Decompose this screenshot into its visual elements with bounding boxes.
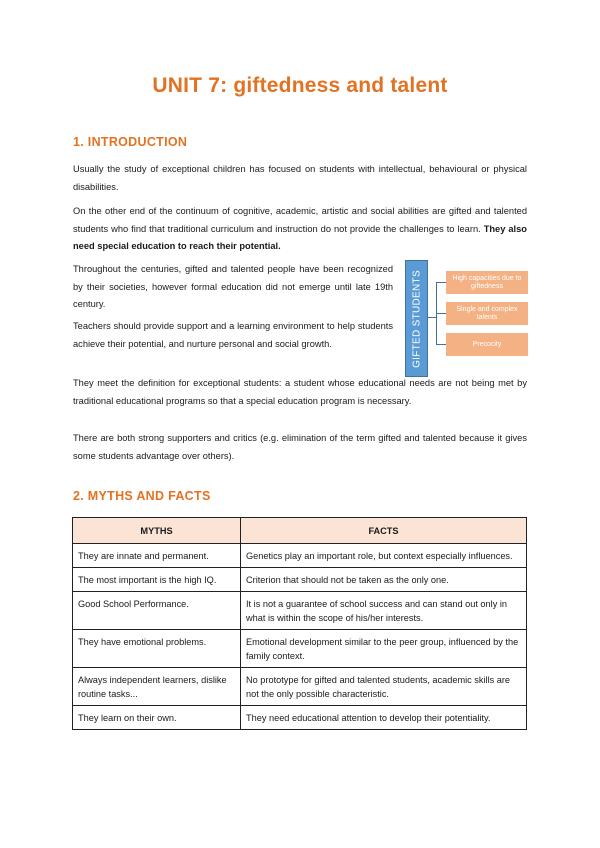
section-heading-introduction: 1. INTRODUCTION xyxy=(73,135,188,149)
myths-facts-table xyxy=(72,517,527,730)
diagram-root-bar xyxy=(405,260,428,377)
fact-cell: Emotional development similar to the peer group, influenced by the family context. xyxy=(241,630,527,668)
paragraph-2-text: On the other end of the continuum of cognitive, academic, artistic and social abilities are gifted and talented students who find that traditional curriculum and instruction do not provide the challenges to learn. xyxy=(73,206,527,234)
fact-cell: Criterion that should not be taken as the only one. xyxy=(241,568,527,592)
table-row xyxy=(73,592,527,630)
fact-cell: Genetics play an important role, but context especially influences. xyxy=(241,544,527,568)
table-row xyxy=(73,544,527,568)
diagram-item-1: High capacities due to giftedness xyxy=(446,271,528,294)
myth-cell: Good School Performance. xyxy=(73,592,241,630)
fact-cell: They need educational attention to develop their potentiality. xyxy=(241,706,527,730)
paragraph-6: There are both strong supporters and critics (e.g. elimination of the term gifted and talented because it gives some students advantage over others). xyxy=(73,433,527,461)
myth-cell: They learn on their own. xyxy=(73,706,241,730)
column-header-facts: FACTS xyxy=(241,518,527,544)
diagram-connector-1 xyxy=(436,282,446,283)
fact-cell: No prototype for gifted and talented students, academic skills are not the only possible characteristic. xyxy=(241,668,527,706)
diagram-item-2: Single and complex talents xyxy=(446,302,528,325)
paragraph-1: Usually the study of exceptional children has focused on students with intellectual, behavioural or physical disabilities. xyxy=(73,164,527,192)
page-title: UNIT 7: giftedness and talent xyxy=(152,74,448,97)
paragraph-3: Throughout the centuries, gifted and talented people have been recognized by their societies, however formal education did not emerge until late 19th century. xyxy=(73,264,393,309)
paragraph-5: They meet the definition for exceptional students: a student whose educational needs are not being met by traditional educational programs so that a special education program is necessary. xyxy=(73,378,527,406)
diagram-connector-3 xyxy=(436,344,446,345)
diagram-item-3: Precocity xyxy=(446,333,528,356)
table-row xyxy=(73,630,527,668)
paragraph-2-emphasis: They also need special education to reach their potential. xyxy=(73,223,527,251)
table-row xyxy=(73,668,527,706)
myth-cell: They are innate and permanent. xyxy=(73,544,241,568)
myth-cell: Always independent learners, dislike routine tasks... xyxy=(73,668,241,706)
table-row xyxy=(73,706,527,730)
paragraph-4: Teachers should provide support and a learning environment to help students achieve their potential, and nurture personal and social growth. xyxy=(73,321,393,349)
diagram-connector-2 xyxy=(436,313,446,314)
table-row xyxy=(73,568,527,592)
myth-cell: The most important is the high IQ. xyxy=(73,568,241,592)
table-header-row xyxy=(73,518,527,544)
diagram-root-label: GIFTED STUDENTS xyxy=(411,269,422,368)
gifted-students-diagram xyxy=(405,260,530,377)
myth-cell: They have emotional problems. xyxy=(73,630,241,668)
column-header-myths: MYTHS xyxy=(73,518,241,544)
paragraph-2 xyxy=(73,203,527,256)
section-heading-myths-facts: 2. MYTHS AND FACTS xyxy=(73,489,211,503)
fact-cell: It is not a guarantee of school success and can stand out only in what is within the scope of his/her interests. xyxy=(241,592,527,630)
